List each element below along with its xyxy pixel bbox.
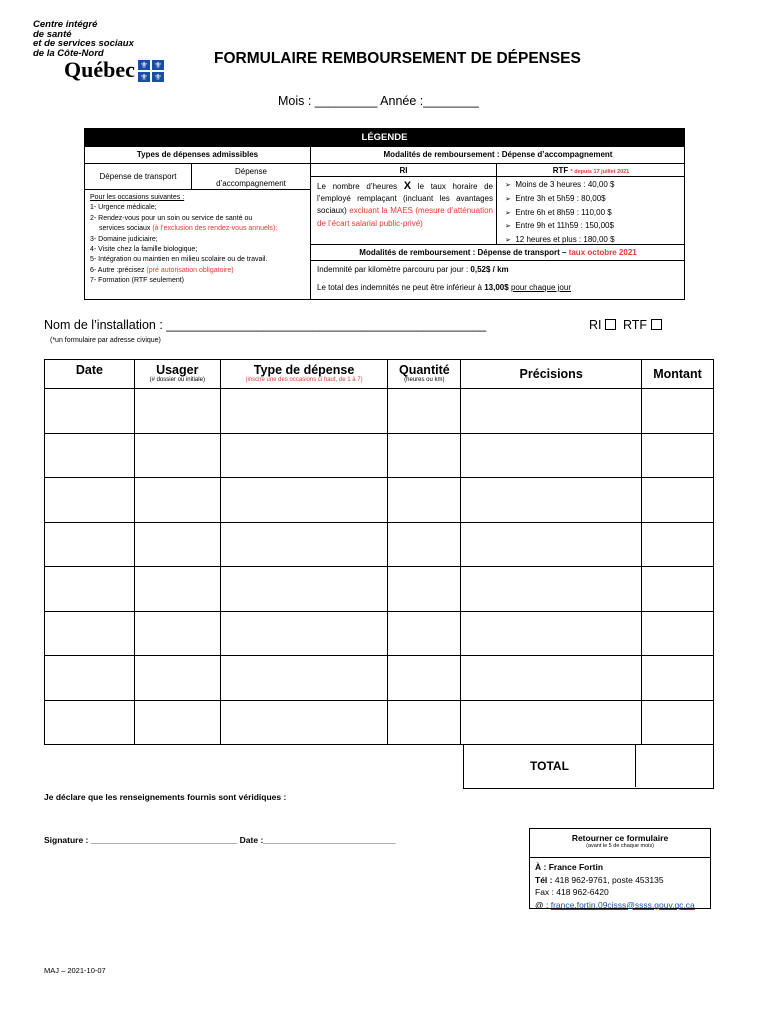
facility-type-options [589,318,662,332]
col-precisions-label: Précisions [519,367,583,381]
types-header: Types de dépenses admissibles [136,150,259,159]
cell-quantite[interactable] [388,522,461,567]
cell-quantite[interactable] [388,478,461,523]
cell-date[interactable] [45,611,135,656]
occasion-item: 1- Urgence médicale; [90,204,157,212]
rtf-rate: 12 heures et plus : 180,00 $ [515,235,615,245]
occasion-item: 5- Intégration ou maintien en milieu scolaire ou de travail. [90,256,268,264]
occasions-list [90,193,308,287]
modalites-transport-label: Modalités de remboursement : Dépense de transport – [359,248,567,257]
ri-checkbox[interactable] [605,319,616,330]
quebec-logo: Québec [64,57,135,82]
occasion-item: 3- Domaine judiciaire; [90,235,158,243]
legend-box [84,128,685,300]
period-field[interactable]: Mois : _________ Année :________ [278,94,479,108]
email-prefix: @ : [535,899,551,910]
email-line [530,899,710,912]
table-row [45,700,714,745]
cell-precisions[interactable] [461,700,642,745]
rtf-header-label: RTF [552,166,569,175]
table-row [45,567,714,612]
tel-prefix: Tél : [535,874,553,885]
col-type-sub: (inscire une des occasions ci haut, de 1 à 7) [245,377,363,383]
table-row [45,522,714,567]
return-box-header [530,833,710,858]
installation-note: (*un formulaire par adresse civique) [50,337,161,344]
cell-date[interactable] [45,656,135,701]
col-quantite-sub: (heures ou km) [404,377,445,383]
rtf-option-label: RTF [622,318,648,332]
table-row [45,389,714,434]
tel-number: 418 962-9761, poste 453135 [554,874,664,885]
cell-usager[interactable] [134,567,220,612]
min-value: 13,00$ [484,283,509,292]
ri-text-1: Le nombre d’heures [317,182,398,191]
occasion-item: 2- Rendez-vous pour un soin ou service de santé ou [90,214,253,222]
col-usager-label: Usager [156,363,199,377]
table-row [45,478,714,523]
cell-quantite[interactable] [388,700,461,745]
accomp-label [192,166,310,190]
occasion-item: 7- Formation (RTF seulement) [90,277,185,285]
occasions-title: Pour les occasions suivantes : [90,194,185,201]
table-row [45,656,714,701]
cell-precisions[interactable] [461,567,642,612]
col-quantite-label: Quantité [399,363,450,377]
return-box-subtitle: (avant le 5 de chaque mois) [586,843,654,849]
return-box-title: Retourner ce formulaire [571,833,669,843]
col-date-label: Date [75,363,103,377]
min-suffix: pour chaque jour [510,283,571,292]
cell-type[interactable] [220,478,388,523]
rtf-header [497,166,685,175]
cell-usager[interactable] [134,700,220,745]
rtf-rate: Entre 3h et 5h59 : 80,00$ [515,193,606,203]
col-type [220,360,388,389]
taux-label: taux octobre 2021 [568,248,637,257]
cell-montant[interactable] [642,567,714,612]
table-header-row [45,360,714,389]
min-text: Le total des indemnités ne peut être inférieur à [317,283,482,292]
cell-type[interactable] [220,567,388,612]
rtf-rate: Moins de 3 heures : 40,00 $ [515,180,615,189]
cell-type[interactable] [220,433,388,478]
cell-date[interactable] [45,478,135,523]
cell-type[interactable] [220,611,388,656]
km-value: 0,52$ / km [470,265,509,274]
ri-header: RI [399,166,408,175]
col-montant [642,360,714,389]
expense-table [44,359,714,745]
org-line-1: Centre intégré [33,19,98,30]
cell-quantite[interactable] [388,389,461,434]
occasion-preauth: (pré autorisation obligatoire) [146,266,234,274]
cell-montant[interactable] [642,656,714,701]
cell-quantite[interactable] [388,567,461,612]
cell-montant[interactable] [642,478,714,523]
cell-precisions[interactable] [461,433,642,478]
installation-field[interactable]: Nom de l’installation : ______________________________________________ [44,318,487,332]
accomp-label-line2: d’accompagnement [216,179,286,188]
fax-line: Fax : 418 962-6420 [535,887,609,897]
ri-exclusion: excluant la MAES (mesure d’atténuation de l’écart salarial public-privé) [317,206,493,228]
modalites-transport-header [311,248,685,257]
cell-usager[interactable] [134,389,220,434]
contact-line [530,861,710,874]
declaration-text: Je déclare que les renseignements fournis sont véridiques : [44,792,287,802]
col-quantite [388,360,461,389]
total-label: TOTAL [464,745,636,787]
occasion-item: 4- Visite chez la famille biologique; [90,246,198,254]
col-date [45,360,135,389]
minimum-line [317,283,571,292]
contact-prefix: À : [535,862,549,872]
total-amount-cell[interactable] [636,745,713,787]
legend-header: LÉGENDE [85,129,684,146]
cell-montant[interactable] [642,433,714,478]
cell-type[interactable] [220,700,388,745]
cell-date[interactable] [45,522,135,567]
cell-montant[interactable] [642,522,714,567]
cell-date[interactable] [45,700,135,745]
cell-quantite[interactable] [388,433,461,478]
rtf-rate: Entre 6h et 8h59 : 110,00 $ [515,207,612,217]
cell-date[interactable] [45,567,135,612]
transport-label: Dépense de transport [99,172,177,181]
ri-text-2: le taux horaire de l’employé remplaçant (incluant les avantages sociaux) [317,182,493,216]
accomp-label-line1: Dépense [234,167,268,176]
km-rate-line [317,265,509,274]
table-row [45,611,714,656]
km-text: Indemnité par kilomètre parcouru par jour : [317,265,469,274]
col-precisions [461,360,642,389]
page-title: FORMULAIRE REMBOURSEMENT DE DÉPENSES [214,50,581,67]
table-row [45,433,714,478]
cell-date[interactable] [45,433,135,478]
cell-type[interactable] [220,522,388,567]
col-type-label: Type de dépense [253,363,355,377]
cell-type[interactable] [220,389,388,434]
cell-usager[interactable] [134,522,220,567]
occasion-exclusion: (à l’exclusion des rendez-vous annuels); [152,225,278,233]
tel-line [530,874,710,887]
return-info-box [529,828,711,909]
org-line-2: de santé [33,28,72,40]
total-box [463,745,714,789]
email-link[interactable]: france.fortin.09cisss@ssss.gouv.qc.ca [550,899,695,910]
col-montant-label: Montant [653,367,702,381]
ri-description [317,180,493,230]
occasion-item: services sociaux [99,225,151,233]
cell-montant[interactable] [642,700,714,745]
cell-usager[interactable] [134,656,220,701]
cell-precisions[interactable] [461,389,642,434]
organization-logo-text [33,20,134,58]
cell-date[interactable] [45,389,135,434]
cell-usager[interactable] [134,478,220,523]
rtf-note: * depuis 17 juillet 2021 [570,169,630,175]
footer-update-date: MAJ – 2021-10-07 [44,966,106,975]
cell-usager[interactable] [134,433,220,478]
fleur-de-lys-flag-icon: ⚜ ⚜ ⚜ ⚜ [139,60,163,82]
rtf-rates-list: ➢ Moins de 3 heures : 40,00 $ ➢ Entre 3h et 5h59 : 80,00$ ➢ Entre 6h et 8h59 : 110,00 $ ➢ Entre 9h et 11h59 : 150,00$ ➢ 12 heures et plus : 180,00 $ [505,180,615,245]
ri-multiply-sign: X [403,180,412,192]
signature-date-line[interactable]: Signature : _______________________________ Date :____________________________ [44,835,396,845]
cell-type[interactable] [220,656,388,701]
cell-montant[interactable] [642,389,714,434]
cell-quantite[interactable] [388,656,461,701]
contact-name: France Fortin [548,862,604,872]
cell-precisions[interactable] [461,611,642,656]
col-usager-sub: (# dossier ou initiale) [149,377,205,383]
ri-option-label: RI [589,318,602,332]
rtf-rate: Entre 9h et 11h59 : 150,00$ [515,221,614,231]
cell-precisions[interactable] [461,478,642,523]
modalites-accomp-header: Modalités de remboursement : Dépense d’accompagnement [383,150,613,159]
cell-usager[interactable] [134,611,220,656]
cell-quantite[interactable] [388,611,461,656]
cell-precisions[interactable] [461,656,642,701]
cell-montant[interactable] [642,611,714,656]
col-usager [134,360,220,389]
org-line-4: de la Côte-Nord [33,47,104,59]
occasion-item: 6- Autre :précisez [90,266,145,274]
cell-precisions[interactable] [461,522,642,567]
org-line-3: et de services sociaux [33,38,134,49]
rtf-checkbox[interactable] [651,319,662,330]
